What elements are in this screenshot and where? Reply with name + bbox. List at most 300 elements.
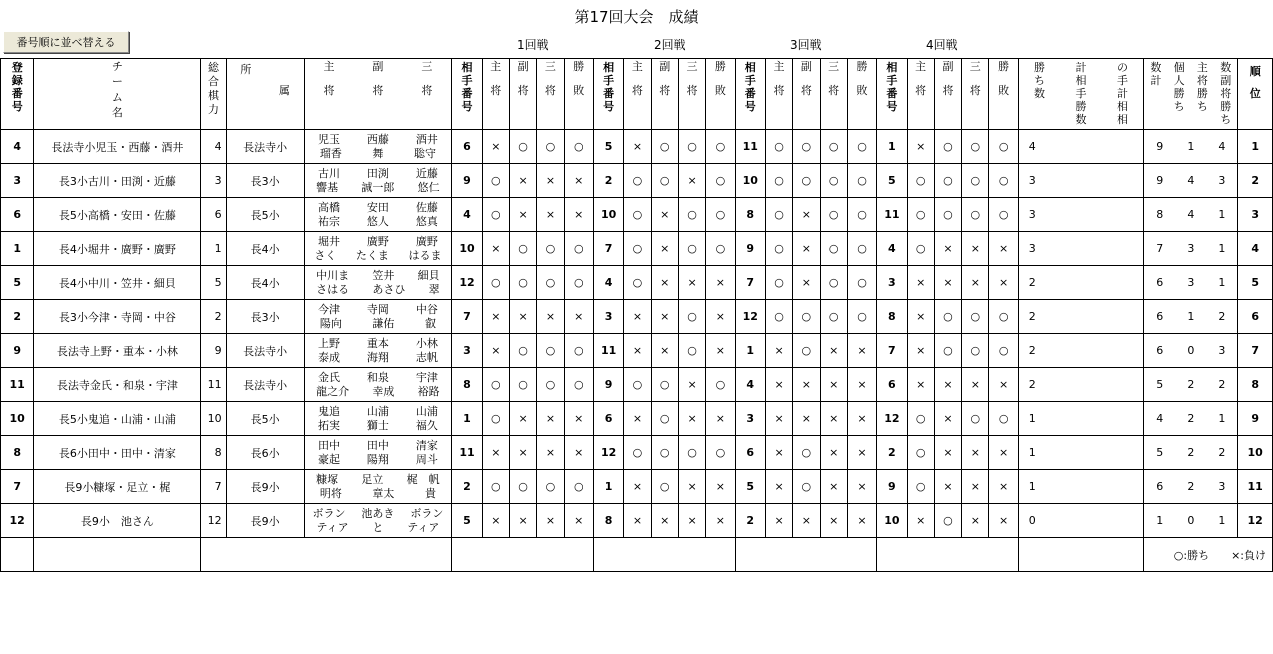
game-result: ○ [537, 470, 564, 504]
game-result: ○ [651, 436, 678, 470]
opponent-number: 3 [452, 334, 482, 368]
empty-cell [1, 538, 34, 572]
player-header [324, 61, 335, 97]
game-result: × [820, 436, 847, 470]
game-result: × [624, 504, 651, 538]
game-result: × [537, 436, 564, 470]
game-result: × [651, 334, 678, 368]
game-result: × [962, 232, 989, 266]
win-count: 3 [1018, 198, 1143, 232]
table-row [1, 334, 1273, 368]
game-result: × [624, 470, 651, 504]
round-col-header-char: 主 [773, 60, 785, 73]
individual-wins-header-parts [1144, 61, 1237, 126]
rank: 9 [1238, 402, 1273, 436]
game-result: ○ [765, 198, 792, 232]
player-names-line1 [305, 507, 452, 521]
game-result: × [793, 198, 820, 232]
opponent-number: 8 [593, 504, 623, 538]
round-col-header-chars [848, 61, 876, 97]
table-row [1, 198, 1273, 232]
player-name-part: 田中 [366, 438, 389, 452]
rank: 2 [1238, 164, 1273, 198]
players-header [304, 59, 452, 130]
player-name-part: 叡 [425, 316, 436, 330]
match-result: ○ [706, 130, 735, 164]
player-name-part: 周斗 [415, 452, 438, 466]
match-result: ○ [706, 164, 735, 198]
game-result: × [651, 232, 678, 266]
table-row [1, 164, 1273, 198]
game-result: ○ [624, 266, 651, 300]
player-name-part: 貴 [425, 486, 436, 500]
player-name-part: 陽向 [319, 316, 342, 330]
individual-wins-values [1144, 344, 1237, 357]
round-col-header-chars [624, 61, 650, 97]
game-result: ○ [651, 130, 678, 164]
player-name-part: あさひ [372, 282, 406, 296]
empty-cell [452, 538, 594, 572]
player-header-char: 主 [323, 60, 335, 73]
game-result: × [907, 300, 934, 334]
game-result: × [509, 164, 536, 198]
rank: 5 [1238, 266, 1273, 300]
reg-number: 8 [1, 436, 34, 470]
match-result: ○ [564, 470, 593, 504]
player-name-part: 佐藤 [415, 200, 438, 214]
game-result: ○ [624, 368, 651, 402]
game-result: × [907, 368, 934, 402]
individual-wins-values [1144, 140, 1237, 153]
win-count: 2 [1018, 300, 1143, 334]
player-names-line2 [305, 419, 452, 433]
round-col-header-chars [766, 61, 792, 97]
rank: 6 [1238, 300, 1273, 334]
team-rating: 9 [201, 334, 226, 368]
opponent-number: 6 [452, 130, 482, 164]
game-result: ○ [907, 232, 934, 266]
match-result: ○ [847, 198, 876, 232]
player-name-part: 廣野 [415, 234, 438, 248]
player-name-part: 近藤 [415, 166, 438, 180]
reg-number: 6 [1, 198, 34, 232]
game-result: × [678, 164, 705, 198]
opponent-number: 12 [452, 266, 482, 300]
individual-win-value: 2 [1218, 446, 1226, 459]
player-name-part: 清家 [415, 438, 438, 452]
game-result: ○ [820, 198, 847, 232]
game-result: ○ [482, 266, 509, 300]
game-result: ○ [678, 198, 705, 232]
game-result: × [820, 334, 847, 368]
individual-win-value: 1 [1218, 208, 1226, 221]
team-name: 長5小鬼追・山浦・山浦 [34, 402, 201, 436]
player-name-part: 寺岡 [366, 302, 389, 316]
player-name-part: 中川ま [316, 268, 350, 282]
match-result: ○ [847, 232, 876, 266]
player-names [304, 470, 452, 504]
page-title: 第17回大会 成績 [574, 8, 699, 26]
individual-win-value: 2 [1187, 446, 1195, 459]
player-names-line1 [305, 405, 452, 419]
round-col-header-char: 勝 [573, 60, 585, 73]
game-result: × [537, 504, 564, 538]
game-result: ○ [678, 436, 705, 470]
match-result: ○ [989, 130, 1018, 164]
game-result: ○ [509, 232, 536, 266]
match-result: × [564, 198, 593, 232]
round-col-header-char: 将 [942, 84, 954, 97]
round-col-header-char: 主 [490, 60, 502, 73]
player-name-part: 細貝 [417, 268, 440, 282]
win-count: 1 [1018, 436, 1143, 470]
player-names [304, 198, 452, 232]
round-col-header-char: 将 [544, 84, 556, 97]
game-result: ○ [962, 164, 989, 198]
player-name-part: 廣野 [366, 234, 389, 248]
player-name-part: 糠塚 [316, 472, 339, 486]
match-result: × [847, 368, 876, 402]
reg-number: 10 [1, 402, 34, 436]
game-result: ○ [934, 164, 961, 198]
individual-win-value: 9 [1156, 174, 1164, 187]
reg-number: 4 [1, 130, 34, 164]
game-result: × [482, 504, 509, 538]
round-2-col-header [624, 59, 651, 130]
empty-cell [1018, 538, 1143, 572]
game-result: × [765, 470, 792, 504]
game-result: ○ [765, 232, 792, 266]
rank: 8 [1238, 368, 1273, 402]
opponent-number: 2 [452, 470, 482, 504]
match-result: × [989, 504, 1018, 538]
game-result: ○ [820, 266, 847, 300]
player-name-part: 悠仁 [417, 180, 440, 194]
opponent-number: 4 [735, 368, 765, 402]
game-result: × [537, 402, 564, 436]
player-name-part: 裕路 [417, 384, 440, 398]
match-result: ○ [706, 232, 735, 266]
player-name-part: 幸成 [372, 384, 395, 398]
reg-number: 5 [1, 266, 34, 300]
round-3-col-header [765, 59, 792, 130]
footer-row [1, 538, 1273, 572]
game-result: ○ [509, 470, 536, 504]
win-count: 1 [1018, 402, 1143, 436]
team-header-part: 名 [111, 105, 123, 119]
individual-win-value: 4 [1156, 412, 1164, 425]
round-col-header-chars [821, 61, 847, 97]
team-name: 長9小糠塚・足立・梶 [34, 470, 201, 504]
game-result: ○ [537, 232, 564, 266]
match-result: ○ [564, 232, 593, 266]
opponent-number: 4 [877, 232, 907, 266]
player-names [304, 164, 452, 198]
player-name-part: 悠人 [366, 214, 389, 228]
match-result: × [706, 266, 735, 300]
empty-cell [877, 538, 1019, 572]
game-result: × [509, 300, 536, 334]
affiliation-header-part: 所 [240, 63, 252, 76]
rank: 3 [1238, 198, 1273, 232]
opponent-number: 2 [735, 504, 765, 538]
match-result: ○ [989, 402, 1018, 436]
player-name-part: 海翔 [366, 350, 389, 364]
individual-win-value: 6 [1156, 480, 1164, 493]
player-name-part: 豪起 [318, 452, 341, 466]
round-col-header-char: 将 [659, 84, 671, 97]
player-names-line2 [305, 147, 452, 161]
individual-wins-header-col: 数 計 [1150, 61, 1162, 87]
game-result: × [934, 232, 961, 266]
game-result: ○ [651, 402, 678, 436]
individual-win-value: 1 [1218, 276, 1226, 289]
individual-wins-values [1144, 446, 1237, 459]
team-name-header [34, 59, 201, 130]
game-result: × [934, 470, 961, 504]
individual-wins [1144, 402, 1238, 436]
player-header-char: 副 [372, 60, 384, 73]
game-result: × [793, 232, 820, 266]
rank: 12 [1238, 504, 1273, 538]
player-name-part: 山浦 [366, 404, 389, 418]
round-col-header-chars [510, 61, 536, 97]
player-name-part: 聡守 [414, 146, 436, 160]
game-result: × [820, 368, 847, 402]
header-row [1, 59, 1273, 130]
player-name-part: 山浦 [415, 404, 438, 418]
game-result: ○ [907, 198, 934, 232]
match-result: × [847, 504, 876, 538]
opponent-number: 10 [877, 504, 907, 538]
player-name-part: 翠 [428, 282, 440, 296]
opponent-number: 3 [735, 402, 765, 436]
game-result: ○ [765, 300, 792, 334]
round-col-header-chars [908, 61, 934, 97]
player-name-part: たくま [355, 248, 389, 262]
team-rating: 5 [201, 266, 226, 300]
team-name: 長法寺上野・重本・小林 [34, 334, 201, 368]
game-result: ○ [509, 368, 536, 402]
individual-wins [1144, 368, 1238, 402]
round-4-col-header [934, 59, 961, 130]
match-result: × [706, 334, 735, 368]
round-col-header-char: 三 [828, 60, 840, 73]
individual-wins [1144, 198, 1238, 232]
player-names [304, 130, 452, 164]
round-col-header-char: 副 [942, 60, 954, 73]
round-col-header-char: 敗 [714, 84, 726, 97]
opponent-number: 5 [593, 130, 623, 164]
player-names-line1 [305, 167, 452, 181]
match-result: ○ [706, 368, 735, 402]
individual-wins [1144, 504, 1238, 538]
game-result: ○ [820, 232, 847, 266]
match-result: × [847, 334, 876, 368]
win-count: 4 [1018, 130, 1143, 164]
round-col-header-char: 勝 [856, 60, 868, 73]
match-result: × [706, 470, 735, 504]
player-header [421, 61, 432, 97]
win-count: 0 [1018, 504, 1143, 538]
game-result: ○ [820, 130, 847, 164]
game-result: ○ [482, 198, 509, 232]
round-3-col-header [793, 59, 820, 130]
individual-wins-values [1144, 412, 1237, 425]
round-col-header-char: 将 [828, 84, 840, 97]
opponent-number: 11 [877, 198, 907, 232]
round-2-col-header [678, 59, 705, 130]
game-result: × [962, 470, 989, 504]
individual-wins-values [1144, 480, 1237, 493]
individual-wins [1144, 266, 1238, 300]
match-result: ○ [564, 368, 593, 402]
round-2-col-header [651, 59, 678, 130]
player-header-char: 将 [372, 84, 384, 97]
game-result: ○ [509, 334, 536, 368]
round-label-2: 2回戦 [654, 38, 686, 52]
team-rating: 2 [201, 300, 226, 334]
opponent-number: 3 [593, 300, 623, 334]
game-result: × [793, 368, 820, 402]
match-result: ○ [847, 300, 876, 334]
team-name: 長9小 池さん [34, 504, 201, 538]
player-names-line2 [305, 521, 452, 535]
individual-wins-values [1144, 242, 1237, 255]
player-names [304, 402, 452, 436]
player-name-part: 明将 [319, 486, 342, 500]
affiliation: 長9小 [226, 470, 304, 504]
game-result: ○ [820, 300, 847, 334]
match-result: × [564, 436, 593, 470]
individual-wins [1144, 232, 1238, 266]
match-result: × [847, 470, 876, 504]
rank: 11 [1238, 470, 1273, 504]
individual-win-value: 8 [1156, 208, 1164, 221]
game-result: × [765, 436, 792, 470]
game-result: × [934, 368, 961, 402]
match-result: ○ [706, 436, 735, 470]
individual-wins-values [1144, 208, 1237, 221]
round-col-header-char: 将 [800, 84, 812, 97]
player-name-part: 獅士 [366, 418, 389, 432]
player-name-part: 響基 [316, 180, 339, 194]
round-col-header-char: 将 [969, 84, 981, 97]
round-col-header-chars [537, 61, 563, 97]
round-col-header-chars [483, 61, 509, 97]
game-result: ○ [962, 198, 989, 232]
individual-win-value: 3 [1218, 480, 1226, 493]
game-result: ○ [934, 300, 961, 334]
team-name: 長4小中川・笠井・細貝 [34, 266, 201, 300]
individual-wins-header-col: 数 副 将 勝 ち [1220, 61, 1232, 126]
match-result: × [989, 368, 1018, 402]
player-names-line1 [305, 303, 452, 317]
opponent-number: 10 [735, 164, 765, 198]
empty-cell [735, 538, 877, 572]
team-rating: 12 [201, 504, 226, 538]
round-4-col-header [907, 59, 934, 130]
player-name-part: 舞 [372, 146, 384, 160]
individual-win-value: 1 [1218, 514, 1226, 527]
individual-win-value: 2 [1187, 412, 1195, 425]
legend: ○:勝ち ×:負け [1144, 538, 1273, 572]
players-header-parts [305, 61, 452, 97]
sort-by-number-button[interactable]: 番号順に並べ替える [3, 31, 129, 53]
opponent-number: 5 [877, 164, 907, 198]
game-result: × [934, 266, 961, 300]
player-name-part: 堀井 [318, 234, 341, 248]
game-result: × [482, 334, 509, 368]
match-result: × [989, 470, 1018, 504]
individual-win-value: 1 [1218, 242, 1226, 255]
opponent-number: 4 [452, 198, 482, 232]
match-result: ○ [847, 164, 876, 198]
opponent-number: 6 [877, 368, 907, 402]
player-name-part: 龍之介 [316, 384, 350, 398]
opponent-number: 12 [735, 300, 765, 334]
rank: 4 [1238, 232, 1273, 266]
player-name-part: 祐宗 [318, 214, 341, 228]
match-result: ○ [564, 130, 593, 164]
win-count: 3 [1018, 164, 1143, 198]
player-name-part: 福久 [415, 418, 438, 432]
game-result: ○ [793, 470, 820, 504]
game-result: × [537, 300, 564, 334]
match-result: × [706, 402, 735, 436]
totals-header-parts [1019, 61, 1143, 126]
team-name: 長4小堀井・廣野・廣野 [34, 232, 201, 266]
game-result: ○ [793, 164, 820, 198]
player-name-part: さく [314, 248, 337, 262]
round-col-header-chars [679, 61, 705, 97]
game-result: × [962, 266, 989, 300]
player-name-part: 酒井 [415, 132, 438, 146]
round-col-header-char: 将 [631, 84, 643, 97]
game-result: ○ [537, 130, 564, 164]
player-name-part: 梶 帆 [406, 472, 440, 486]
individual-win-value: 6 [1156, 344, 1164, 357]
affiliation-header-parts [227, 61, 304, 119]
game-result: × [509, 402, 536, 436]
team-rating: 11 [201, 368, 226, 402]
player-names-line1 [305, 473, 452, 487]
round-1-col-header [537, 59, 564, 130]
player-name-part: 高橋 [318, 200, 341, 214]
round-col-header-char: 勝 [998, 60, 1010, 73]
affiliation: 長5小 [226, 198, 304, 232]
affiliation: 長3小 [226, 300, 304, 334]
game-result: × [793, 266, 820, 300]
game-result: × [537, 198, 564, 232]
individual-wins [1144, 470, 1238, 504]
round-col-header-char: 主 [915, 60, 927, 73]
game-result: × [624, 130, 651, 164]
table-row [1, 470, 1273, 504]
player-name-part: 陽翔 [366, 452, 389, 466]
game-result: ○ [962, 334, 989, 368]
round-col-header-char: 将 [773, 84, 785, 97]
game-result: ○ [537, 266, 564, 300]
individual-win-value: 0 [1187, 514, 1195, 527]
player-header-char: 三 [421, 60, 433, 73]
opponent-number: 1 [735, 334, 765, 368]
player-names-line1 [305, 235, 452, 249]
game-result: ○ [765, 266, 792, 300]
individual-win-value: 1 [1218, 412, 1226, 425]
individual-win-value: 5 [1156, 446, 1164, 459]
affiliation: 長4小 [226, 266, 304, 300]
